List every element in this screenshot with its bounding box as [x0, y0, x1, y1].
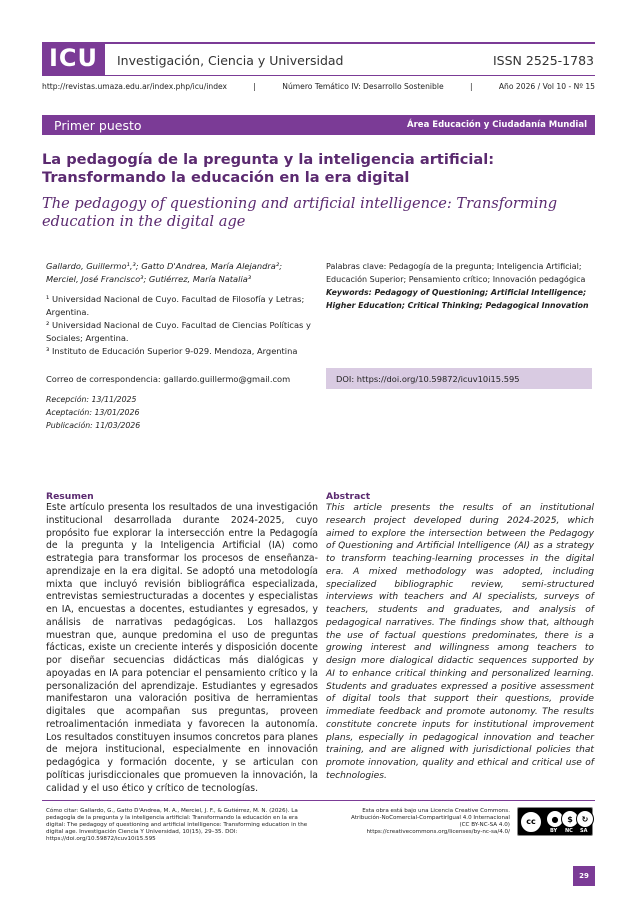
correspondence-email[interactable]: Correo de correspondencia: gallardo.guillermo@gmail.com	[46, 374, 291, 384]
abstract-text: This article presents the results of an institutional research project developed during 2024-2025, which aimed to explore the intersection between the Pedagogy of Questioning and Artificial Intelligence (AI) as a strategy to transform teaching-learning processes in the digital era. A mixed methodology was adopted, including specialized bibliographic review, semi-structured interviews with teachers and AI specialists, surveys of teachers, students and graduates, and analysis of pedagogical narratives. The findings show that, although the use of factual questions predominates, there is a growing interest and willingness among teachers to design more dialogical didactic sequences supported by AI to enhance critical thinking and personalized learning. Students and graduates expressed a positive assessment of digital tools that support their questions, provide immediate feedback and promote autonomy. The results constitute concrete inputs for institutional improvement plans, especially in pedagogical innovation and teacher training, and are aligned with jurisdictional policies that promote innovation, quality and ethical and critical use of technologies.	[326, 503, 594, 781]
header-top-rule	[42, 42, 595, 44]
resumen-heading: Resumen	[46, 491, 94, 502]
resumen-text: Este artículo presenta los resultados de una investigación institucional desarrollada durante 2024-2025, cuyo propósito fue explorar la intersección entre la Pedagogía de la pregunta y la Inteligencia Artificial (IA) como estrategia para transformar los procesos de enseñanza-aprendizaje en la era digital. Se adoptó una metodología mixta que incluyó revisión bibliográfica especializada, entrevistas semiestructuradas a docentes y especialistas en IA, encuestas a docentes, estudiantes y egresados, y análisis de narrativas pedagógicas. Los hallazgos muestran que, aunque predomina el uso de preguntas fácticas, existe un creciente interés y disposición docente por diseñar secuencias didácticas más dialógicas y apoyadas en IA para potenciar el pensamiento crítico y la personalización del aprendizaje. Estudiantes y egresados manifestaron una valoración positiva de herramientas digitales que acompañan sus preguntas, proveen retroalimentación inmediata y favorecen la autonomía. Los resultados constituyen insumos concretos para planes de mejora institucional, especialmente en innovación pedagógica y formación docente, y se articulan con políticas jurisdiccionales que promueven la innovación, la calidad y el uso ético y crítico de tecnologías.	[46, 502, 318, 794]
accepted-date: Aceptación: 13/01/2026	[46, 408, 140, 417]
header-rule	[42, 75, 595, 76]
license-line: Esta obra está bajo una Licencia Creative Commons.	[362, 808, 510, 814]
nc-label: NC	[565, 828, 573, 834]
abstract-section	[326, 491, 594, 783]
area-label: Área Educación y Ciudadanía Mundial	[407, 120, 587, 130]
volume-info: Año 2026 / Vol 10 - Nº 15	[498, 82, 595, 91]
doi-link[interactable]: DOI: https://doi.org/10.59872/icuv10i15.595	[326, 368, 592, 389]
footer-rule	[42, 800, 595, 801]
separator: |	[253, 82, 256, 91]
by-label: BY	[550, 828, 558, 834]
authors: Gallardo, Guillermo¹,³; Gatto D'Andrea, María Alejandra²; Merciel, José Francisco³; Gutiérrez, María Natalia³	[46, 261, 283, 284]
dates	[46, 393, 140, 432]
journal-url-link[interactable]: http://revistas.umaza.edu.ar/index.php/icu/index	[42, 82, 228, 91]
cc-license-badge[interactable]	[517, 807, 593, 836]
attribution-icon: ●	[546, 810, 564, 828]
award-label: Primer puesto	[54, 117, 142, 133]
published-date: Publicación: 11/03/2026	[46, 421, 141, 430]
sa-label: SA	[580, 828, 588, 834]
keywords	[326, 260, 594, 312]
affiliation: ³ Instituto de Educación Superior 9-029. Mendoza, Argentina	[46, 346, 298, 356]
journal-logo: ICU	[42, 42, 105, 75]
affiliations	[46, 293, 318, 358]
page-number: 29	[573, 866, 595, 886]
affiliation: ¹ Universidad Nacional de Cuyo. Facultad de Filosofía y Letras; Argentina.	[46, 294, 305, 317]
license-url-link[interactable]: https://creativecommons.org/licenses/by-nc-sa/4.0/	[366, 829, 510, 835]
noncommercial-icon: $	[561, 810, 579, 828]
issn: ISSN 2525-1783	[492, 53, 594, 68]
issue-theme: Número Temático IV: Desarrollo Sostenible	[282, 82, 444, 91]
article-title-en: The pedagogy of questioning and artificial intelligence: Transforming education in the digital age	[42, 195, 558, 230]
license-text	[330, 808, 510, 836]
keywords-en: Keywords: Pedagogy of Questioning; Artificial Intelligence; Higher Education; Critical Thinking; Pedagogical Innovation	[326, 288, 589, 310]
citation: Cómo citar: Gallardo, G., Gatto D'Andrea, M. A., Merciel, J. F., & Gutiérrez, M. N. (2026). La pedagogía de la pregunta y la inteligencia artificial: Transformando la educación en la era digital: The pedagogy of questioning and artificial intelligence: Transforming education in the digital age. Investigación Ciencia Y Universidad, 10(15), 29–35. DOI: https://doi.org/10.59872/icuv10i15.595	[46, 808, 308, 842]
cc-icon: cc	[520, 811, 542, 833]
received-date: Recepción: 13/11/2025	[46, 395, 137, 404]
article-title-es: La pedagogía de la pregunta y la inteligencia artificial: Transformando la educación en la era digital	[42, 151, 495, 186]
journal-name: Investigación, Ciencia y Universidad	[117, 53, 344, 68]
abstract-heading: Abstract	[326, 491, 371, 502]
resumen-section	[46, 491, 318, 795]
header-info-row	[42, 82, 595, 91]
keywords-es: Palabras clave: Pedagogía de la pregunta; Inteligencia Artificial; Educación Superior; Pensamiento crítico; Innovación pedagógica	[326, 262, 586, 284]
section-bar	[42, 115, 595, 135]
sharealike-icon: ↻	[576, 810, 594, 828]
separator: |	[469, 82, 473, 91]
license-line: (CC BY-NC-SA 4.0)	[459, 822, 510, 828]
affiliation: ² Universidad Nacional de Cuyo. Facultad de Ciencias Políticas y Sociales; Argentina.	[46, 320, 311, 343]
license-line: Atribución-NoComercial-CompartirIgual 4.0 Internacional	[351, 815, 510, 821]
